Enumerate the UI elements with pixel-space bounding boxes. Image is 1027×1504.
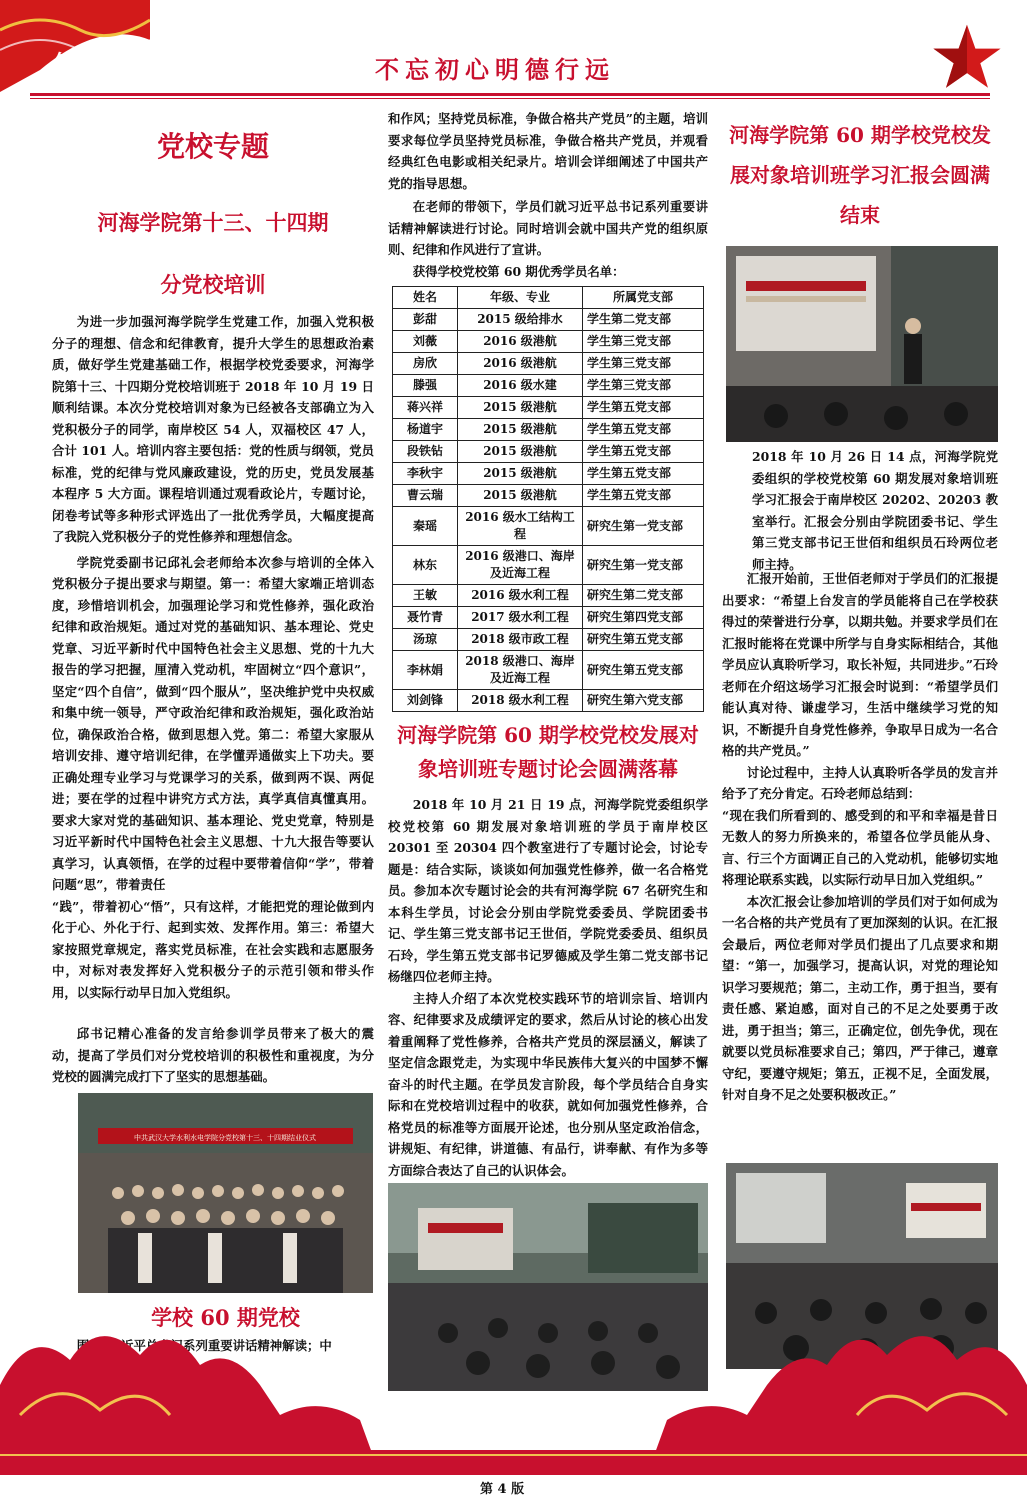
paragraph: 主持人介绍了本次党校实践环节的培训宗旨、培训内容、纪律要求及成绩评定的要求，然后从讨论的核心出发着重阐释了党性修养，合格共产党员的深层涵义，解读了坚定信念跟党走，为实现中华民族伟大复兴的中国梦不懈奋斗的时代主题。在学员发言阶段，每个学员结合自身实际和在党校培训过程中的收获，就如何加强党性修养，合格党员的标准等方面展开论述，也分别从坚定政治信念，讲规矩、有纪律，讲道德、有品行，讲奉献、有作为多等方面综合表达了自己的认识体会。 — [388, 990, 708, 1178]
article-title-line1: 河海学院第十三、十四期 — [97, 210, 329, 235]
banner-text: 中共武汉大学水利水电学院分党校第十三、十四期结业仪式 — [134, 1134, 316, 1142]
paragraph: 学院党委副书记邱礼会老师给本次参与培训的全体入党积极分子提出要求与期望。第一：希望大家端正培训态度，珍惜培训机会，加强理论学习和党性修养，强化政治纪律和政治规矩。通过对党的基础知识、基本理论、党史党章、习近平新时代中国特色社会主义思想、党的十九大报告的学习把握，厘清入党动机，牢固树立“四个意识”，坚定“四个自信”，做到“四个服从”，坚决维护党中央权威和集中统一领导，严守政治纪律和政治规矩，强化政治站位，确保政治合格，做到思想入党。第二：希望大家服从培训安排、遵守培训纪律，在学懂弄通做实上下功夫。要正确处理专业学习与党课学习的关系，做到两不误、两促进；要在学的过程中讲究方式方法，真学真信真懂真用。要求大家对党的基础知识、基本理论、党史党章，特别是习近平新时代中国特色社会主义思想、十九大报告等要认真学习，认真领悟，在学的过程中要带着信仰“学”，带着问题“思”，带着责任 — [52, 554, 374, 892]
table-cell: 研究生第五党支部 — [583, 651, 704, 690]
column-left — [52, 115, 374, 1088]
table-cell: 2018 级水利工程 — [458, 690, 583, 712]
paragraph: 和作风；坚持党员标准，争做合格共产党员”的主题，培训要求每位学员坚持党员标准，争做合格共产党员，并观看经典红色电影或相关纪录片。培训会详细阐述了中国共产党的指导思想。 — [388, 111, 708, 191]
table-cell: 李秋宇 — [393, 463, 458, 485]
table-cell: 2016 级水建 — [458, 375, 583, 397]
table-cell: 研究生第二党支部 — [583, 585, 704, 607]
table-cell: 学生第五党支部 — [583, 397, 704, 419]
honor-roll-table — [392, 286, 704, 712]
table-cell: 学生第三党支部 — [583, 375, 704, 397]
paragraph: “践”，带着初心“悟”，只有这样，才能把党的理论做到内化于心、外化于行、起到实效、发挥作用。第三：希望大家按照党章规定，落实党员标准，在社会实践和志愿服务中，对标对表发挥好入党积极分子的示范引领和带头作用，以实际行动早日加入党组织。 — [52, 898, 374, 1000]
article-title-line2: 分党校培训 — [160, 272, 266, 297]
report-photo-top-image — [726, 246, 998, 442]
table-cell: 2016 级港口、海岸及近海工程 — [458, 546, 583, 585]
table-cell: 2018 级港口、海岸及近海工程 — [458, 651, 583, 690]
group-photo-image — [78, 1093, 373, 1293]
table-row — [393, 585, 704, 607]
header-motto: 不忘初心明德行远 — [375, 55, 615, 84]
table-cell: 刘薇 — [393, 331, 458, 353]
table-cell: 杨道宇 — [393, 419, 458, 441]
table-cell: 汤琼 — [393, 629, 458, 651]
paragraph: “现在我们所看到的、感受到的和平和幸福是昔日无数人的努力所换来的，希望各位学员能从身、言、行三个方面调正自己的入党动机，能够切实地将理论联系实践，以实际行动早日加入党组织。” — [722, 807, 998, 887]
table-cell: 2016 级港航 — [458, 331, 583, 353]
column-right-text — [752, 446, 998, 575]
page-number: 第 4 版 — [480, 1482, 525, 1497]
table-row — [393, 651, 704, 690]
table-cell: 秦瑶 — [393, 507, 458, 546]
table-header-row — [393, 287, 704, 309]
table-row — [393, 309, 704, 331]
table-cell: 2015 级港航 — [458, 485, 583, 507]
table-row — [393, 607, 704, 629]
header-rule-thin — [30, 98, 990, 99]
table-row — [393, 507, 704, 546]
table-row — [393, 353, 704, 375]
table-cell: 李林娟 — [393, 651, 458, 690]
table-row — [393, 485, 704, 507]
paragraph: 邱书记精心准备的发言给参训学员带来了极大的震动，提高了学员们对分党校培训的积极性和重视度，为分党校的圆满完成打下了坚实的思想基础。 — [52, 1026, 374, 1084]
column-right — [722, 115, 998, 245]
table-row — [393, 397, 704, 419]
table-cell: 学生第五党支部 — [583, 463, 704, 485]
footer-cloud-decoration — [0, 1305, 1027, 1475]
table-cell: 彭甜 — [393, 309, 458, 331]
table-row — [393, 331, 704, 353]
report-photo-top — [726, 246, 998, 442]
table-row — [393, 375, 704, 397]
table-cell: 曹云瑞 — [393, 485, 458, 507]
header-rule — [30, 93, 990, 96]
table-cell: 2015 级港航 — [458, 463, 583, 485]
table-cell: 2017 级水利工程 — [458, 607, 583, 629]
table-row — [393, 546, 704, 585]
photo-caption: 学校 60 期党校 — [151, 1305, 300, 1330]
table-header: 姓名 — [393, 287, 458, 309]
table-cell: 研究生第六党支部 — [583, 690, 704, 712]
table-cell: 滕强 — [393, 375, 458, 397]
table-cell: 2016 级水工结构工程 — [458, 507, 583, 546]
table-row — [393, 463, 704, 485]
table-cell: 学生第五党支部 — [583, 441, 704, 463]
table-cell: 学生第五党支部 — [583, 485, 704, 507]
table-cell: 学生第五党支部 — [583, 419, 704, 441]
table-cell: 学生第三党支部 — [583, 331, 704, 353]
table-cell: 段铁钻 — [393, 441, 458, 463]
table-cell: 研究生第一党支部 — [583, 507, 704, 546]
table-header: 所属党支部 — [583, 287, 704, 309]
article-title: 河海学院第 60 期学校党校发展对象培训班学习汇报会圆满结束 — [729, 123, 991, 227]
table-cell: 刘剑锋 — [393, 690, 458, 712]
table-cell: 研究生第四党支部 — [583, 607, 704, 629]
table-row — [393, 690, 704, 712]
table-cell: 学生第二党支部 — [583, 309, 704, 331]
table-cell: 2015 级港航 — [458, 397, 583, 419]
paragraph: 讨论过程中，主持人认真聆听各学员的发言并给予了充分肯定。石玲老师总结到： — [722, 764, 998, 801]
paragraph: 围绕“习近平总书记系列重要讲话精神解读；中 — [76, 1338, 332, 1353]
group-photo — [78, 1093, 373, 1293]
red-star-icon — [932, 22, 1002, 92]
table-cell: 2015 级港航 — [458, 419, 583, 441]
column-middle — [388, 108, 708, 1181]
table-row — [393, 629, 704, 651]
table-body — [393, 309, 704, 712]
table-cell: 2015 级港航 — [458, 441, 583, 463]
table-cell: 房欣 — [393, 353, 458, 375]
paragraph: 2018 年 10 月 21 日 19 点，河海学院党委组织学校党校第 60 期发展对象培训班的学员于南岸校区 20301 至 20304 四个教室进行了专题讨论会，讨论专题是：结合实际，谈谈如何加强党性修养，做一名合格党员。参加本次专题讨论会的共有河海学院 67 名研究生和本科生学员，讨论会分别由学院党委委员、学院团委书记、学生第三党支部书记王世佰，学院党委委员、组织员石玲，学生第五党支部书记罗德威及学生第二党支部书记杨继四位老师主持。 — [388, 797, 708, 984]
table-cell: 2016 级港航 — [458, 353, 583, 375]
paragraph: 汇报开始前，王世佰老师对于学员们的汇报提出要求：“希望上台发言的学员能将自己在学校获得过的荣誉进行分享，以期共勉。并要求学员们在汇报时能将在党课中所学与自身实际相结合，其他学员应认真聆听学习，取长补短，共同进步。”石玲老师在介绍这场学习汇报会时说到：“希望学员们能认真对待、谦虚学习，生活中继续学习党的知识，不断提升自身党性修养，争取早日成为一名合格的共产党员。” — [722, 571, 998, 758]
table-cell: 王敏 — [393, 585, 458, 607]
table-cell: 研究生第五党支部 — [583, 629, 704, 651]
table-title: 获得学校党校第 60 期优秀学员名单： — [412, 263, 625, 279]
table-cell: 2018 级市政工程 — [458, 629, 583, 651]
article-title: 河海学院第 60 期学校党校发展对象培训班专题讨论会圆满落幕 — [397, 723, 699, 781]
paragraph: 为进一步加强河海学院学生党建工作，加强入党积极分子的理想、信念和纪律教育，提升大学生的思想政治素质，做好学生党建基础工作，根据学校党委要求，河海学院第十三、十四期分党校培训班于 2018 年 10 月 19 日顺利结课。本次分党校培训对象为已经被各支部确立为入党积极分子的同学，南岸校区 54 人，双福校区 47 人，合计 101 人。培训内容主要包括：党的性质与纲领，党员标准，党的纪律与党风廉政建设，党的历史，党员发展基本程序 5 大方面。课程培训通过观看政论片，专题讨论，闭卷考试等多种形式评选出了一批优秀学员，大幅度提高了我院入党积极分子的党性修养和理想信念。 — [52, 314, 374, 544]
paragraph: 在老师的带领下，学员们就习近平总书记系列重要讲话精神解读进行讨论。同时培训会就中国共产党的组织原则、纪律和作风进行了宣讲。 — [388, 199, 708, 257]
table-cell: 聂竹青 — [393, 607, 458, 629]
issue-number: 第 4 版 — [55, 50, 133, 74]
table-cell: 学生第三党支部 — [583, 353, 704, 375]
table-header: 年级、专业 — [458, 287, 583, 309]
paragraph: 本次汇报会让参加培训的学员们对于如何成为一名合格的共产党员有了更加深刻的认识。在汇报会最后，两位老师对学员们提出了几点要求和期望：“第一，加强学习，提高认识，对党的理论知识学习要规范；第二，主动工作，勇于担当，要有责任感、紧迫感，面对自己的不足之处要勇于改进，勇于担当；第三，正确定位，创先争优，现在就要以党员标准要求自己；第四，严于律己，遵章守纪，要遵守规矩；第五，正视不足，全面发展，针对自身不足之处要积极改正。” — [722, 893, 998, 1102]
table-cell: 蒋兴祥 — [393, 397, 458, 419]
paragraph: 2018 年 10 月 26 日 14 点，河海学院党委组织的学校党校第 60 期发展对象培训班学习汇报会于南岸校区 20202、20203 教室举行。汇报会分别由学院团委书记、学生第三党支部书记王世佰和组织员石玲两位老师主持。 — [752, 449, 998, 572]
table-cell: 林东 — [393, 546, 458, 585]
table-cell: 2015 级给排水 — [458, 309, 583, 331]
column-right-text-2 — [722, 568, 998, 1106]
table-row — [393, 419, 704, 441]
section-title: 党校专题 — [156, 130, 269, 163]
table-cell: 2016 级水利工程 — [458, 585, 583, 607]
table-row — [393, 441, 704, 463]
table-cell: 研究生第一党支部 — [583, 546, 704, 585]
